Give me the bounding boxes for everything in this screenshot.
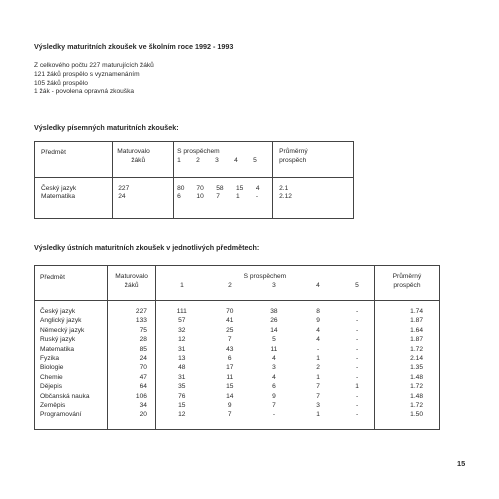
oral-table-body <box>35 301 440 430</box>
summary-block <box>34 62 154 97</box>
cell-grade-1: 57 <box>155 316 207 325</box>
cell-grade-1: 35 <box>155 382 207 391</box>
grade-col-label: 1 <box>177 157 181 164</box>
cell-count: 24 <box>108 354 156 363</box>
cell-grade-2: 14 <box>226 392 234 400</box>
table-row <box>35 392 440 401</box>
cell-grade-5: - <box>355 411 359 419</box>
cell-count: 24 <box>113 192 174 219</box>
grade-col-label: 5 <box>355 282 359 289</box>
grade-col-label: 3 <box>215 157 219 164</box>
cell-grade-3: 58 <box>216 185 224 192</box>
header-average-line1: Průměrný <box>392 273 422 280</box>
cell-grade-1: 32 <box>155 326 207 335</box>
cell-grade-1: 12 <box>155 335 207 344</box>
cell-average: 1.72 <box>374 345 439 354</box>
table-row <box>35 363 440 372</box>
cell-grade-4: 1 <box>316 373 320 381</box>
header-grade-columns <box>156 281 374 290</box>
cell-grade-4: 1 <box>236 193 240 200</box>
cell-average: 1.48 <box>374 373 439 382</box>
cell-grade-4: 7 <box>316 383 320 391</box>
cell-average: 2.14 <box>374 354 439 363</box>
cell-grade-5: - <box>355 317 359 325</box>
table-header-row <box>35 142 354 178</box>
cell-grade-3: 11 <box>270 345 278 353</box>
cell-average: 1.50 <box>374 410 439 429</box>
cell-grade-4: 9 <box>316 317 320 325</box>
table-row <box>35 345 440 354</box>
oral-section-title: Výsledky ústních maturitních zkoušek v jednotlivých předmětech: <box>34 243 260 252</box>
table-row <box>35 326 440 335</box>
cell-average: 1.72 <box>374 401 439 410</box>
header-grades-label: S prospěchem <box>177 148 220 155</box>
cell-grade-2: 11 <box>226 373 234 381</box>
cell-grade-2: 15 <box>226 383 234 391</box>
grade-col-label: 4 <box>234 157 238 164</box>
cell-grade-2: 7 <box>227 336 232 344</box>
cell-count: 70 <box>108 363 156 372</box>
cell-grade-5: - <box>355 345 359 353</box>
cell-average: 1.64 <box>374 326 439 335</box>
cell-grade-4: 2 <box>316 364 320 372</box>
cell-subject: Český jazyk <box>40 308 76 315</box>
cell-grade-3: 4 <box>272 373 276 381</box>
table-row <box>35 178 354 193</box>
document-heading: Výsledky maturitních zkoušek ve školním roce 1992 - 1993 <box>34 42 234 51</box>
table-row <box>35 382 440 391</box>
cell-grade-1: 15 <box>155 401 207 410</box>
cell-grade-3: 7 <box>216 193 220 200</box>
cell-grade-1: 31 <box>155 373 207 382</box>
cell-grade-5: - <box>255 193 259 200</box>
cell-grade-5: - <box>355 373 359 381</box>
header-grades <box>174 142 273 178</box>
cell-subject: Matematika <box>40 345 75 353</box>
cell-count: 47 <box>108 373 156 382</box>
cell-count: 106 <box>108 392 156 401</box>
cell-average: 1.72 <box>374 382 439 391</box>
cell-grade-3: 26 <box>270 317 278 325</box>
cell-grade-5: - <box>355 392 359 400</box>
table-row <box>35 301 440 317</box>
cell-grade-1: 31 <box>155 345 207 354</box>
summary-line: Z celkového počtu 227 maturujících žáků <box>34 62 154 69</box>
cell-grade-2: 70 <box>226 308 234 315</box>
cell-grade-4: 15 <box>236 185 244 192</box>
header-average-line1: Průměrný <box>279 148 308 155</box>
cell-grade-3: 7 <box>272 402 276 410</box>
cell-grade-4: 8 <box>316 308 320 315</box>
cell-average: 1.48 <box>374 392 439 401</box>
written-section-title: Výsledky písemných maturitních zkoušek: <box>34 123 179 132</box>
cell-grade-3: 6 <box>272 383 276 391</box>
grade-col-label: 2 <box>196 157 200 164</box>
header-count-line2: žáků <box>124 282 139 289</box>
cell-count: 227 <box>108 301 156 317</box>
cell-grade-2: 70 <box>196 185 204 192</box>
cell-grade-2: 17 <box>226 364 234 372</box>
table-row <box>35 410 440 429</box>
table-row <box>35 335 440 344</box>
cell-grade-3: 14 <box>270 326 278 334</box>
cell-subject: Chemie <box>40 373 63 381</box>
summary-line: 105 žáků prospělo <box>34 79 88 87</box>
cell-grade-2: 6 <box>227 355 232 363</box>
cell-grade-1: 80 <box>174 178 194 193</box>
cell-subject: Dějepis <box>40 383 62 391</box>
cell-count: 133 <box>108 316 156 325</box>
written-results-table <box>34 141 354 219</box>
cell-grade-1: 6 <box>174 192 194 219</box>
header-subject: Předmět <box>35 266 108 301</box>
header-average <box>273 142 354 178</box>
cell-grade-4: 1 <box>316 411 320 419</box>
cell-grade-1: 48 <box>155 363 207 372</box>
header-grade-columns <box>177 156 272 165</box>
cell-count: 28 <box>108 335 156 344</box>
cell-grade-2: 25 <box>226 326 234 334</box>
cell-count: 20 <box>108 410 156 429</box>
cell-average: 1.35 <box>374 363 439 372</box>
cell-grade-3: 5 <box>272 336 276 344</box>
header-grades <box>155 266 374 301</box>
cell-count: 34 <box>108 401 156 410</box>
cell-average: 1.87 <box>374 316 439 325</box>
grade-col-label: 4 <box>316 282 320 289</box>
header-average-line2: prospěch <box>393 282 421 289</box>
cell-subject: Anglický jazyk <box>40 317 82 325</box>
cell-grade-5: - <box>355 336 359 344</box>
cell-grade-2: 7 <box>227 411 232 419</box>
cell-grade-4: - <box>317 345 320 353</box>
cell-subject: Matematika <box>41 193 76 200</box>
cell-grade-4: 4 <box>316 326 320 334</box>
cell-grade-3: 4 <box>272 355 276 363</box>
header-average <box>374 266 439 301</box>
header-count <box>108 266 156 301</box>
cell-count: 75 <box>108 326 156 335</box>
cell-average: 1.87 <box>374 335 439 344</box>
header-count-line1: Maturovalo <box>115 273 148 280</box>
summary-line: 1 žák - povolena opravná zkouška <box>34 88 135 96</box>
cell-grade-5: 1 <box>355 383 359 391</box>
grade-col-label: 2 <box>228 282 232 289</box>
cell-grade-5: - <box>355 364 359 372</box>
cell-grade-2: 9 <box>227 402 232 410</box>
cell-grade-3: - <box>272 411 276 419</box>
cell-grade-3: 3 <box>272 364 276 372</box>
header-count <box>113 142 174 178</box>
summary-line: 121 žáků prospělo s vyznamenáním <box>34 70 140 78</box>
cell-subject: Ruský jazyk <box>40 336 76 344</box>
cell-grade-5: - <box>355 308 359 315</box>
header-average-line2: prospěch <box>279 157 307 164</box>
grade-col-label: 3 <box>272 282 276 289</box>
table-row <box>35 354 440 363</box>
table-row <box>35 316 440 325</box>
cell-grade-3: 9 <box>272 392 276 400</box>
header-count-line2: žáků <box>131 157 146 164</box>
table-row <box>35 192 354 219</box>
cell-grade-4: 1 <box>316 355 320 363</box>
table-row <box>35 373 440 382</box>
cell-grade-2: 43 <box>226 345 234 353</box>
cell-average: 1.74 <box>374 301 439 317</box>
cell-average: 2.12 <box>273 192 354 219</box>
cell-subject: Biologie <box>40 364 64 372</box>
cell-grade-2: 10 <box>196 193 204 200</box>
cell-grade-1: 12 <box>155 410 207 429</box>
grade-col-label: 5 <box>253 157 257 164</box>
cell-grade-4: 4 <box>316 336 320 344</box>
cell-subject: Občanská nauka <box>40 392 90 400</box>
cell-grade-5: - <box>355 402 359 410</box>
cell-grade-5: - <box>355 326 359 334</box>
cell-count: 85 <box>108 345 156 354</box>
cell-grade-3: 38 <box>270 308 278 315</box>
header-grades-label: S prospěchem <box>243 273 287 280</box>
cell-subject: Německý jazyk <box>40 326 85 334</box>
cell-grade-1: 13 <box>155 354 207 363</box>
cell-grade-1: 111 <box>155 301 207 317</box>
cell-subject: Fyzika <box>40 355 60 363</box>
cell-average: 2.1 <box>273 178 354 193</box>
cell-subject: Programování <box>40 411 82 419</box>
cell-grade-5: - <box>355 355 359 363</box>
cell-grade-5: 4 <box>255 185 260 192</box>
cell-grade-4: 3 <box>316 402 320 410</box>
table-header-row <box>35 266 440 301</box>
page-number: 15 <box>457 459 466 468</box>
cell-count: 64 <box>108 382 156 391</box>
cell-subject: Zeměpis <box>40 402 66 410</box>
cell-count: 227 <box>113 178 174 193</box>
table-row <box>35 401 440 410</box>
header-subject: Předmět <box>35 142 113 178</box>
cell-subject: Český jazyk <box>41 185 77 192</box>
cell-grade-2: 41 <box>226 317 234 325</box>
header-count-line1: Maturovalo <box>117 148 150 155</box>
cell-grade-1: 76 <box>155 392 207 401</box>
grade-col-label: 1 <box>180 282 184 289</box>
cell-grade-4: 7 <box>316 392 320 400</box>
oral-results-table <box>34 265 440 430</box>
